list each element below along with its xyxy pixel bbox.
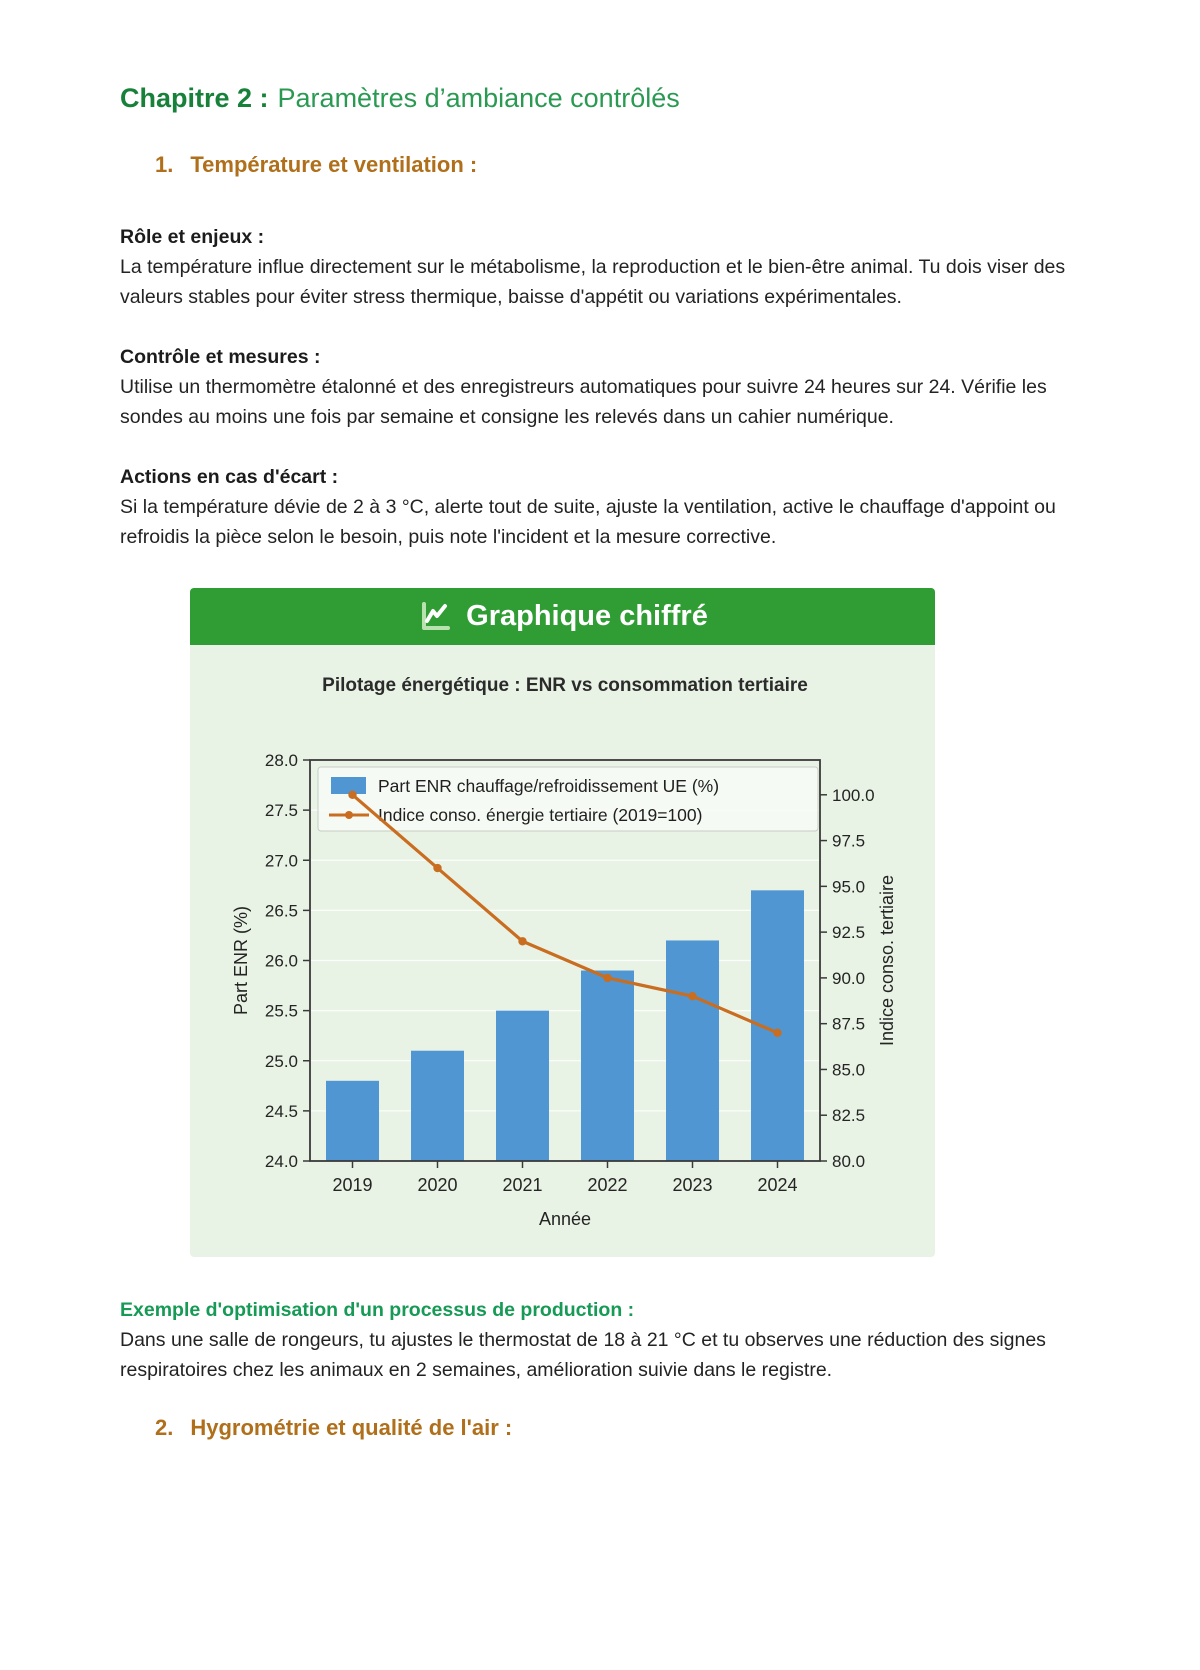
legend-line-marker <box>345 811 353 819</box>
xtick-label: 2022 <box>587 1175 628 1195</box>
paragraph-role-et-enjeux <box>120 222 1080 312</box>
line-point-2023 <box>688 992 696 1000</box>
ytick-right-label: 87.5 <box>832 1014 866 1034</box>
ytick-left-label: 27.5 <box>264 801 298 821</box>
paragraph-body: Utilise un thermomètre étalonné et des enregistreurs automatiques pour suivre 24 heures sur 24. Vérifie les sondes au moins une fois par semaine et consigne les relevés dans un cahier numérique. <box>120 376 1047 428</box>
example-paragraph <box>120 1295 1080 1385</box>
chart-panel-title: Graphique chiffré <box>466 600 708 632</box>
section-2-number: 2. <box>155 1415 174 1440</box>
paragraph-heading: Contrôle et mesures : <box>120 346 321 368</box>
bar-2019 <box>326 1081 379 1161</box>
ytick-left-label: 25.5 <box>264 1001 298 1021</box>
ytick-right-label: 90.0 <box>832 968 866 988</box>
ytick-right-label: 95.0 <box>832 877 866 897</box>
line-point-2021 <box>518 937 526 945</box>
line-point-2022 <box>603 974 611 982</box>
ytick-left-label: 24.5 <box>264 1101 298 1121</box>
yaxis-right-label: Indice conso. tertiaire <box>877 874 897 1047</box>
ytick-right-label: 100.0 <box>832 785 875 805</box>
paragraph-controle-et-mesures <box>120 342 1080 432</box>
section-2-heading <box>120 1415 1080 1441</box>
line-point-2019 <box>348 791 356 799</box>
paragraph-body: Si la température dévie de 2 à 3 °C, alerte tout de suite, ajuste la ventilation, active le chauffage d'appoint ou refroidis la pièce selon le besoin, puis note l'incident et la mesure corrective. <box>120 496 1056 548</box>
bar-2020 <box>411 1051 464 1161</box>
xaxis-label: Année <box>538 1209 592 1229</box>
chart-panel-header <box>190 588 935 645</box>
paragraph-heading: Actions en cas d'écart : <box>120 466 339 488</box>
example-body: Dans une salle de rongeurs, tu ajustes le thermostat de 18 à 21 °C et tu observes une réduction des signes respiratoires chez les animaux en 2 semaines, amélioration suivie dans le registre. <box>120 1329 1046 1381</box>
section-1-heading <box>120 152 1080 178</box>
ytick-right-label: 80.0 <box>832 1152 866 1171</box>
ytick-left-label: 26.0 <box>264 951 298 971</box>
chapter-title-text: Paramètres d’ambiance contrôlés <box>277 83 680 113</box>
ytick-left-label: 26.5 <box>264 901 298 921</box>
ytick-left-label: 25.0 <box>264 1051 298 1071</box>
ytick-left-label: 28.0 <box>264 751 298 770</box>
chart-body <box>190 645 935 1257</box>
ytick-right-label: 82.5 <box>832 1106 866 1126</box>
ytick-left-label: 27.0 <box>264 851 298 871</box>
ytick-right-label: 85.0 <box>832 1060 866 1080</box>
chart-panel <box>190 588 935 1257</box>
legend-label-line: Indice conso. énergie tertiaire (2019=100) <box>378 805 703 825</box>
legend-bar-swatch <box>331 777 366 794</box>
chart-legend <box>318 767 818 831</box>
bar-2021 <box>496 1011 549 1161</box>
bar-2023 <box>666 940 719 1161</box>
section-2-title: Hygrométrie et qualité de l'air : <box>190 1415 513 1440</box>
xtick-label: 2023 <box>672 1175 713 1195</box>
xtick-label: 2021 <box>502 1175 543 1195</box>
yaxis-left-label: Part ENR (%) <box>231 905 251 1016</box>
paragraph-actions-en-cas-d-ecart <box>120 462 1080 552</box>
chart-title: Pilotage énergétique : ENR vs consommation tertiaire <box>322 675 808 696</box>
ytick-right-label: 97.5 <box>832 831 866 851</box>
section-1-title: Température et ventilation : <box>190 152 478 177</box>
line-point-2020 <box>433 864 441 872</box>
xtick-label: 2020 <box>417 1175 458 1195</box>
paragraph-body: La température influe directement sur le métabolisme, la reproduction et le bien-être animal. Tu dois viser des valeurs stables pour éviter stress thermique, baisse d'appétit ou variations expérimentales. <box>120 256 1066 308</box>
legend-label-bar: Part ENR chauffage/refroidissement UE (%) <box>378 776 720 796</box>
ytick-left-label: 24.0 <box>264 1152 298 1171</box>
line-chart-icon <box>417 599 453 635</box>
section-1-number: 1. <box>155 152 174 177</box>
xtick-label: 2024 <box>757 1175 798 1195</box>
chapter-title <box>120 82 1080 114</box>
chapter-label: Chapitre 2 : <box>120 83 269 113</box>
xtick-label: 2019 <box>332 1175 373 1195</box>
ytick-right-label: 92.5 <box>832 923 866 943</box>
chart-svg <box>190 645 935 1257</box>
paragraph-heading: Rôle et enjeux : <box>120 226 265 248</box>
line-point-2024 <box>773 1029 781 1037</box>
bar-2022 <box>581 971 634 1161</box>
example-heading: Exemple d'optimisation d'un processus de production : <box>120 1299 635 1321</box>
